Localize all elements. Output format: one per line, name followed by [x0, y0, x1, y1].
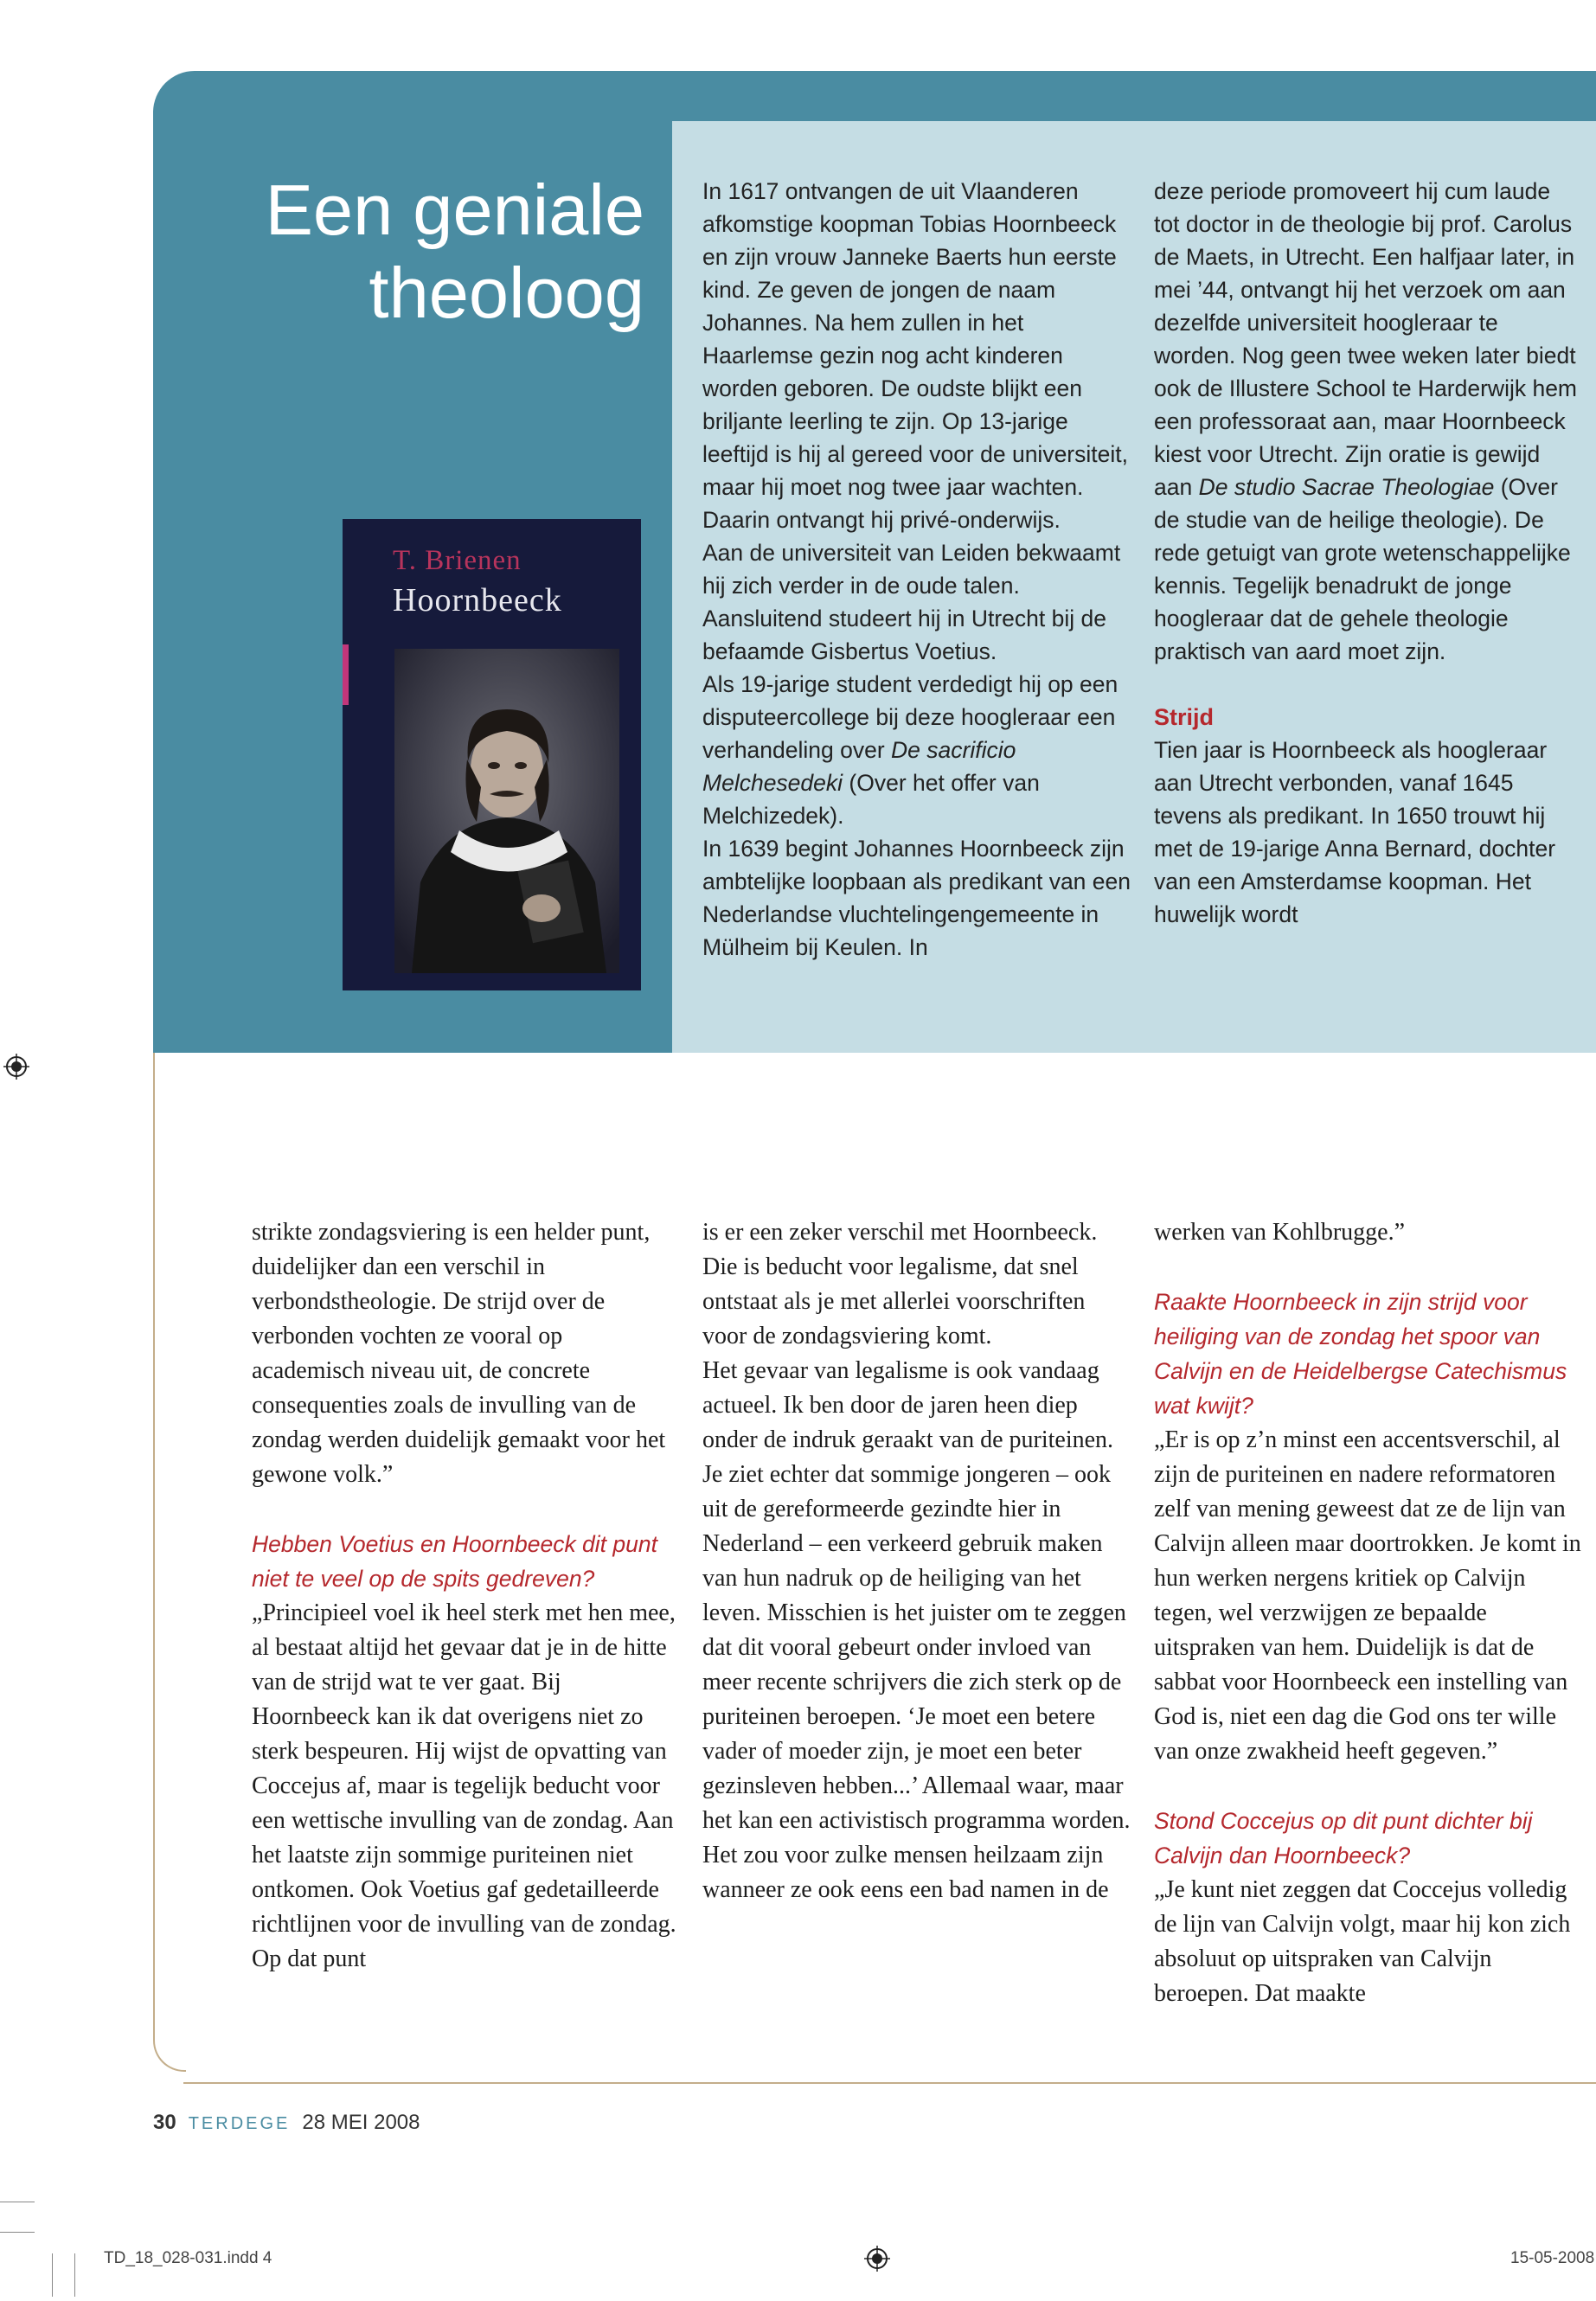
- issue-date: 28 MEI 2008: [302, 2111, 420, 2134]
- title-line-1: Een geniale: [265, 170, 644, 250]
- latin-title: De sacrificio Melchesedeki: [702, 737, 1016, 796]
- interview-column-2: [702, 1215, 1133, 1907]
- interview-question: Hebben Voetius en Hoornbeeck dit punt niet te veel op de spits gedreven?: [252, 1531, 657, 1592]
- intro-paragraph: Aan de universiteit van Leiden bekwaamt hij zich verder in de oude talen. Aansluitend studeert hij in Utrecht bij de befaamde Gisbertus Voetius.: [702, 540, 1121, 664]
- interview-question: Raakte Hoornbeeck in zijn strijd voor heiliging van de zondag het spoor van Calvijn en de Heidelbergse Catechismus wat kwijt?: [1154, 1289, 1567, 1419]
- interview-column-3: [1154, 1215, 1583, 2011]
- crop-mark: [74, 2253, 75, 2297]
- intro-column-1: [702, 175, 1133, 964]
- book-title: Hoornbeeck: [393, 582, 562, 619]
- interview-question: Stond Coccejus op dit punt dichter bij Calvijn dan Hoornbeeck?: [1154, 1808, 1533, 1868]
- book-author: T. Brienen: [393, 545, 522, 576]
- crop-mark: [52, 2253, 53, 2297]
- portrait-illustration: [394, 649, 619, 973]
- page-number: 30: [153, 2111, 176, 2134]
- answer-paragraph: „Er is op z’n minst een accentsverschil, al zijn de puriteinen en nadere reformatoren zelf van mening geweest dat ze de lijn van Calvijn alleen maar doortrokken. Je komt in hun werken nergens kritiek op Calvijn tegen, wel verzwijgen ze bepaalde uitspraken van hem. Duidelijk is dat de sabbat voor Hoornbeeck een instelling van God is, niet een dag die God ons ter wille van onze zwakheid heeft gegeven.”: [1154, 1426, 1581, 1765]
- magazine-name: TERDEGE: [188, 2114, 291, 2133]
- page-title: [199, 169, 644, 335]
- intro-paragraph: In 1617 ontvangen de uit Vlaanderen afkomstige koopman Tobias Hoornbeeck en zijn vrouw Janneke Baerts hun eerste kind. Ze geven de jongen de naam Johannes. Na hem zullen in het Haarlemse gezin nog acht kinderen worden geboren. De oudste blijkt een briljante leerling te zijn. Op 13-jarige leeftijd is hij al gereed voor de universiteit, maar hij moet nog twee jaar wachten. Daarin ontvangt hij privé-onderwijs.: [702, 178, 1128, 533]
- title-line-2: theoloog: [369, 253, 644, 333]
- answer-paragraph: „Je kunt niet zeggen dat Coccejus volledig de lijn van Calvijn volgt, maar hij kon zich absoluut op uitspraken van Calvijn beroepen. Dat maakte: [1154, 1876, 1571, 2007]
- answer-paragraph: is er een zeker verschil met Hoornbeeck. Die is beducht voor legalisme, dat snel ontstaat als je met allerlei voorschriften voor de zondagsviering komt.: [702, 1219, 1098, 1349]
- intro-paragraph: Als 19-jarige student verdedigt hij op een disputeercollege bij deze hoogleraar een verhandeling over De sacrificio Melchesedeki (Over het offer van Melchizedek).: [702, 671, 1118, 829]
- frame-line-vertical: [153, 1053, 155, 2041]
- registration-mark-icon: [864, 2246, 890, 2272]
- crop-mark: [0, 2232, 35, 2233]
- frame-corner: [153, 2039, 186, 2072]
- answer-paragraph: Het gevaar van legalisme is ook vandaag actueel. Ik ben door de jaren heen diep onder de indruk geraakt van de puriteinen. Je ziet echter dat sommige jongeren – ook uit de gereformeerde gezindte hier in Nederland – een verkeerd gebruik maken van hun nadruk op de heiliging van het leven. Misschien is het juister om te zeggen dat dit vooral gebeurt onder invloed van meer recente schrijvers die zich sterk op de puriteinen beroepen. ‘Je moet een betere vader of moeder zijn, je moet een beter gezinsleven hebben...’ Allemaal waar, maar het kan een activistisch programma worden. Het zou voor zulke mensen heilzaam zijn wanneer ze ook eens een bad namen in de: [702, 1357, 1131, 1903]
- registration-mark-icon: [3, 1054, 29, 1080]
- interview-column-1: [252, 1215, 677, 1977]
- intro-paragraph: In 1639 begint Johannes Hoornbeeck zijn ambtelijke loopbaan als predikant van een Nederlandse vluchtelingengemeente in Mülheim bij Keulen. In: [702, 836, 1131, 960]
- section-heading-strijd: Strijd: [1154, 704, 1215, 730]
- latin-title: De studio Sacrae Theologiae: [1198, 474, 1495, 500]
- book-cover-image: [343, 519, 641, 990]
- book-spine-accent: [343, 644, 349, 705]
- slug-date: 15-05-2008: [1510, 2249, 1595, 2267]
- answer-paragraph: werken van Kohlbrugge.”: [1154, 1219, 1406, 1246]
- page-folio: [153, 2111, 420, 2135]
- slug-filename: TD_18_028-031.indd 4: [104, 2249, 272, 2267]
- answer-paragraph: „Principieel voel ik heel sterk met hen mee, al bestaat altijd het gevaar dat je in de hitte van de strijd wat te ver gaat. Bij Hoornbeeck kan ik dat overigens niet zo sterk bespeuren. Hij wijst de opvatting van Coccejus af, maar is tegelijk beducht voor een wettische invulling van de zondag. Aan het laatste zijn sommige puriteinen niet ontkomen. Ook Voetius gaf gedetailleerde richtlijnen voor de invulling van de zondag. Op dat punt: [252, 1599, 676, 1972]
- intro-paragraph: deze periode promoveert hij cum laude tot doctor in de theologie bij prof. Carolus de Maets, in Utrecht. Een halfjaar later, in mei ’44, ontvangt hij het verzoek om aan dezelfde universiteit hoogleraar te worden. Nog geen twee weken later biedt ook de Illustere School te Harderwijk hem een professoraat aan, maar Hoornbeeck kiest voor Utrecht. Zijn oratie is gewijd aan De studio Sacrae Theologiae (Over de studie van de heilige theologie). De rede getuigt van grote wetenschappelijke kennis. Tegelijk benadrukt de jonge hoogleraar dat de gehele theologie praktisch van aard moet zijn.: [1154, 178, 1578, 664]
- frame-line-horizontal: [183, 2082, 1596, 2084]
- intro-paragraph: Tien jaar is Hoornbeeck als hoogleraar aan Utrecht verbonden, vanaf 1645 tevens als predikant. In 1650 trouwt hij met de 19-jarige Anna Bernard, dochter van een Amsterdamse koopman. Het huwelijk wordt: [1154, 737, 1556, 927]
- intro-column-2: [1154, 175, 1578, 931]
- answer-paragraph: strikte zondagsviering is een helder punt, duidelijker dan een verschil in verbondstheologie. De strijd over de verbonden vochten ze vooral op academisch niveau uit, de concrete consequenties zoals de invulling van de zondag werden duidelijk gemaakt voor het gewone volk.”: [252, 1219, 666, 1488]
